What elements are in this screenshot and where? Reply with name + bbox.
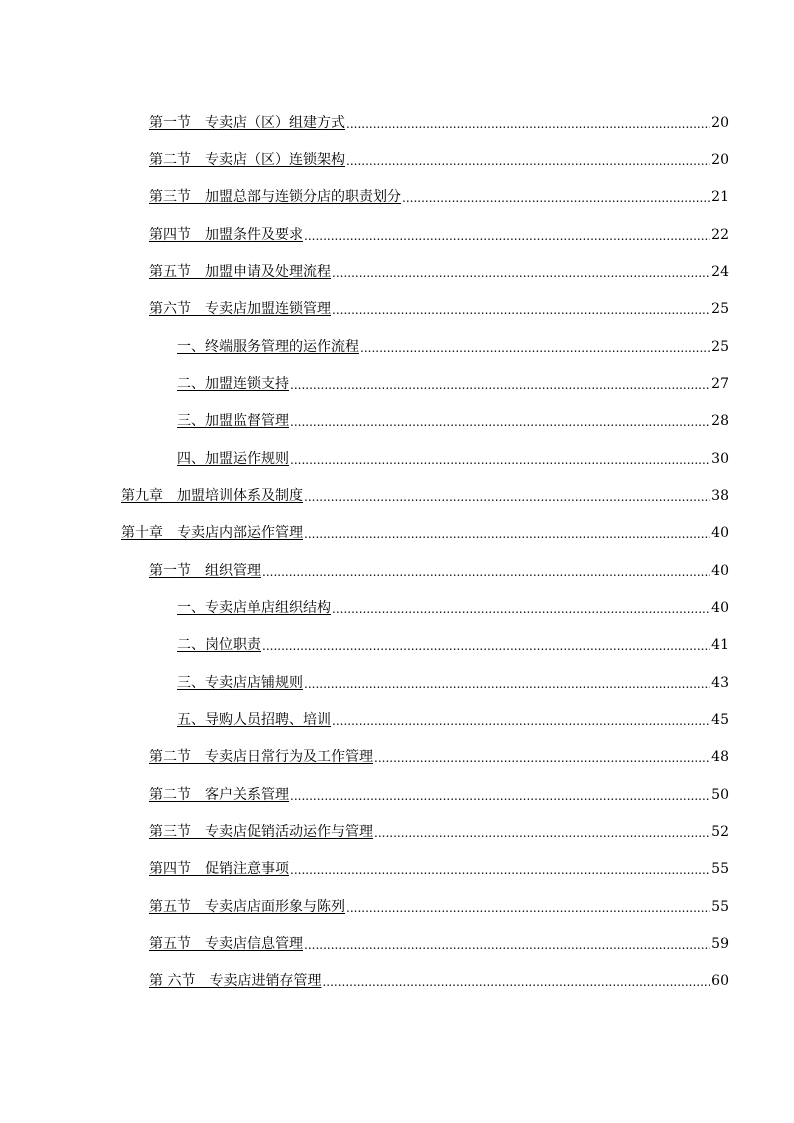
toc-page-number: 28: [711, 413, 729, 429]
toc-entry[interactable]: [177, 374, 729, 392]
toc-leader-dots: [374, 826, 710, 840]
toc-entry[interactable]: [149, 971, 729, 989]
toc-page-number: 27: [711, 376, 729, 392]
toc-page-number: 40: [711, 525, 729, 541]
toc-entry-label[interactable]: 第一节 组织管理: [149, 563, 261, 579]
toc-leader-dots: [304, 527, 710, 541]
toc-entry[interactable]: [177, 710, 729, 728]
toc-entry[interactable]: [149, 822, 729, 840]
toc-entry-label[interactable]: 第五节 专卖店信息管理: [149, 936, 303, 952]
toc-page-number: 59: [711, 936, 729, 952]
toc-entry-label[interactable]: 三、专卖店店铺规则: [177, 675, 303, 691]
toc-page-number: 50: [711, 787, 729, 803]
toc-entry-label[interactable]: 第 六节 专卖店进销存管理: [149, 973, 322, 989]
toc-entry[interactable]: [149, 299, 729, 317]
toc-page-number: 55: [711, 899, 729, 915]
toc-entry[interactable]: [149, 859, 729, 877]
toc-entry[interactable]: [177, 411, 729, 429]
toc-leader-dots: [332, 602, 710, 616]
toc-leader-dots: [346, 117, 710, 131]
toc-entry[interactable]: [177, 449, 729, 467]
toc-leader-dots: [304, 490, 710, 504]
toc-leader-dots: [346, 901, 710, 915]
toc-page-number: 60: [711, 973, 729, 989]
toc-leader-dots: [290, 378, 710, 392]
toc-page-number: 52: [711, 824, 729, 840]
toc-leader-dots: [374, 751, 710, 765]
toc-entry[interactable]: [149, 561, 729, 579]
toc-leader-dots: [290, 789, 710, 803]
toc-entry[interactable]: [149, 262, 729, 280]
toc-entry-label[interactable]: 第四节 促销注意事项: [149, 861, 289, 877]
toc-leader-dots: [332, 266, 710, 280]
toc-page-number: 41: [711, 637, 729, 653]
toc-leader-dots: [290, 863, 710, 877]
toc-page-number: 22: [711, 227, 729, 243]
toc-page-number: 38: [711, 488, 729, 504]
toc-entry[interactable]: [177, 673, 729, 691]
toc-entry-label[interactable]: 第六节 专卖店加盟连锁管理: [149, 301, 331, 317]
toc-page-number: 25: [711, 301, 729, 317]
toc-leader-dots: [402, 191, 710, 205]
toc-entry[interactable]: [149, 150, 729, 168]
toc-page-number: 21: [711, 189, 729, 205]
toc-entry[interactable]: [177, 337, 729, 355]
toc-entry[interactable]: [149, 747, 729, 765]
toc-entry[interactable]: [149, 934, 729, 952]
toc-page-number: 48: [711, 749, 729, 765]
toc-page-number: 45: [711, 712, 729, 728]
toc-entry-label[interactable]: 四、加盟运作规则: [177, 451, 289, 467]
toc-page-number: 43: [711, 675, 729, 691]
toc-entry-label[interactable]: 第一节 专卖店（区）组建方式: [149, 115, 345, 131]
toc-entry-label[interactable]: 第二节 专卖店日常行为及工作管理: [149, 749, 373, 765]
toc-page-number: 25: [711, 339, 729, 355]
toc-entry[interactable]: [149, 113, 729, 131]
toc-leader-dots: [332, 714, 710, 728]
toc-entry[interactable]: [177, 598, 729, 616]
toc-entry-label[interactable]: 一、专卖店单店组织结构: [177, 600, 331, 616]
toc-entry[interactable]: [121, 523, 729, 541]
toc-entry-label[interactable]: 第二节 客户关系管理: [149, 787, 289, 803]
toc-entry-label[interactable]: 二、岗位职责: [177, 637, 261, 653]
toc-entry-label[interactable]: 第二节 专卖店（区）连锁架构: [149, 152, 345, 168]
toc-leader-dots: [290, 415, 710, 429]
toc-entry-label[interactable]: 一、终端服务管理的运作流程: [177, 339, 359, 355]
toc-entry[interactable]: [177, 635, 729, 653]
toc-entry-label[interactable]: 第五节 专卖店店面形象与陈列: [149, 899, 345, 915]
toc-leader-dots: [304, 938, 710, 952]
toc-entry-label[interactable]: 第四节 加盟条件及要求: [149, 227, 303, 243]
toc-page-number: 30: [711, 451, 729, 467]
toc-entry-label[interactable]: 第五节 加盟申请及处理流程: [149, 264, 331, 280]
toc-page-number: 20: [711, 115, 729, 131]
toc-entry[interactable]: [121, 486, 729, 504]
toc-leader-dots: [262, 639, 710, 653]
toc-entry[interactable]: [149, 785, 729, 803]
toc-leader-dots: [304, 229, 710, 243]
toc-entry-label[interactable]: 第九章 加盟培训体系及制度: [121, 488, 303, 504]
toc-leader-dots: [290, 453, 710, 467]
toc-page-number: 40: [711, 600, 729, 616]
toc-leader-dots: [304, 677, 710, 691]
toc-entry-label[interactable]: 第十章 专卖店内部运作管理: [121, 525, 303, 541]
toc-leader-dots: [360, 341, 710, 355]
toc-entry[interactable]: [149, 225, 729, 243]
toc-leader-dots: [346, 154, 710, 168]
toc-page-number: 55: [711, 861, 729, 877]
toc-entry-label[interactable]: 第三节 专卖店促销活动运作与管理: [149, 824, 373, 840]
toc-entry-label[interactable]: 第三节 加盟总部与连锁分店的职责划分: [149, 189, 401, 205]
toc-page-number: 20: [711, 152, 729, 168]
toc-leader-dots: [262, 565, 710, 579]
toc-page-number: 40: [711, 563, 729, 579]
toc-entry[interactable]: [149, 187, 729, 205]
toc-page-number: 24: [711, 264, 729, 280]
toc-entry-label[interactable]: 三、加盟监督管理: [177, 413, 289, 429]
toc-entry[interactable]: [149, 897, 729, 915]
toc-leader-dots: [322, 975, 710, 989]
toc-entry-label[interactable]: 五、导购人员招聘、培训: [177, 712, 331, 728]
toc-entry-label[interactable]: 二、加盟连锁支持: [177, 376, 289, 392]
toc-leader-dots: [332, 303, 710, 317]
